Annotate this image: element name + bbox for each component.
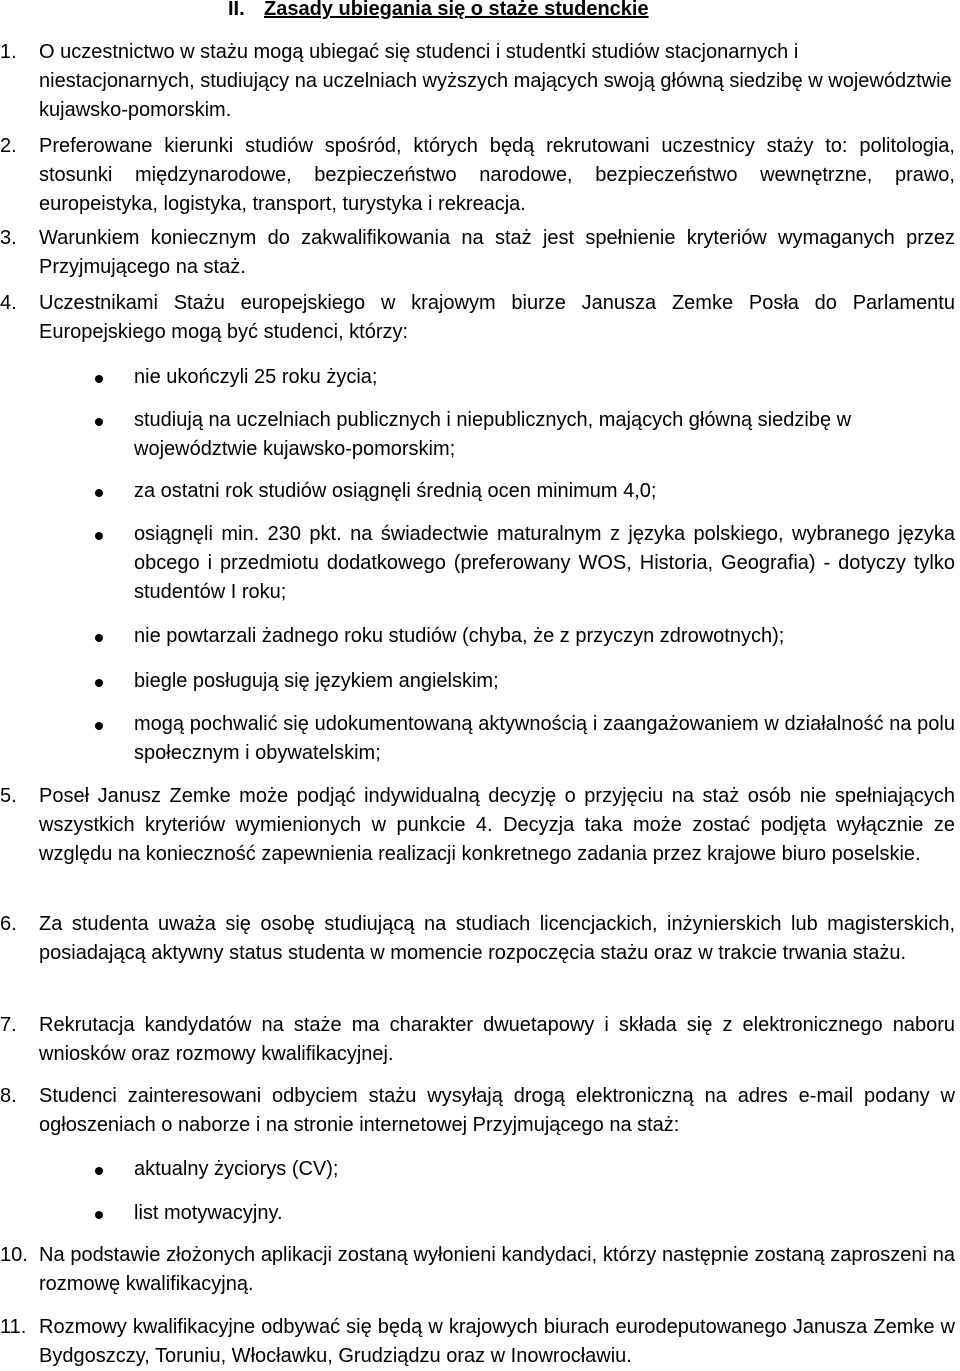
bullet-text: biegle posługują się językiem angielskim; bbox=[134, 670, 499, 692]
bullet-text: za ostatni rok studiów osiągnęli średnią ocen minimum 4,0; bbox=[134, 480, 657, 502]
bullet-text: studiują na uczelniach publicznych i niepublicznych, mających główną siedzibę w województwie kujawsko-pomorskim; bbox=[134, 409, 852, 460]
bullet-item bbox=[0, 1199, 955, 1228]
bullet-text: mogą pochwalić się udokumentowaną aktywnością i zaangażowaniem w działalność na polu społecznym i obywatelskim; bbox=[134, 713, 955, 764]
bullet-icon bbox=[95, 418, 103, 426]
item-number: 11. bbox=[0, 1316, 27, 1338]
item-number: 2. bbox=[0, 135, 17, 157]
bullet-icon bbox=[95, 1211, 103, 1219]
item-text: Na podstawie złożonych aplikacji zostaną wyłonieni kandydaci, którzy następnie zostaną zaproszeni na rozmowę kwalifikacyjną. bbox=[39, 1244, 955, 1295]
item-text: Za studenta uważa się osobę studiującą na studiach licencjackich, inżynierskich lub magisterskich, posiadającą aktywny status studenta w momencie rozpoczęcia stażu oraz w trakcie trwania stażu. bbox=[39, 913, 955, 964]
item-number: 4. bbox=[0, 292, 17, 314]
item-number: 7. bbox=[0, 1014, 17, 1036]
item-text: Rekrutacja kandydatów na staże ma charakter dwuetapowy i składa się z elektronicznego naboru wniosków oraz rozmowy kwalifikacyjnej. bbox=[39, 1014, 955, 1065]
item-number: 6. bbox=[0, 913, 17, 935]
bullet-item bbox=[0, 710, 955, 768]
item-text: Rozmowy kwalifikacyjne odbywać się będą w krajowych biurach eurodeputowanego Janusza Zemke w Bydgoszczy, Toruniu, Włocławku, Grudziądzu oraz w Inowrocławiu. bbox=[39, 1316, 955, 1367]
bullet-item bbox=[0, 520, 955, 607]
section-title: Zasady ubiegania się o staże studenckie bbox=[264, 0, 649, 20]
section-heading bbox=[228, 0, 649, 23]
bullet-item bbox=[0, 406, 955, 464]
item-text: Studenci zainteresowani odbyciem stażu wysyłają drogą elektroniczną na adres e-mail podany w ogłoszeniach o naborze i na stronie internetowej Przyjmującego na staż: bbox=[39, 1085, 955, 1136]
list-item-8 bbox=[0, 1082, 955, 1140]
bullet-text: list motywacyjny. bbox=[134, 1202, 283, 1224]
bullet-icon bbox=[95, 1167, 103, 1175]
item-text: Preferowane kierunki studiów spośród, których będą rekrutowani uczestnicy staży to: politologia, stosunki międzynarodowe, bezpieczeństwo narodowe, bezpieczeństwo wewnętrzne, prawo, europeistyka, logistyka, transport, turystyka i rekreacja. bbox=[39, 135, 955, 215]
list-item-7 bbox=[0, 1011, 955, 1069]
bullet-text: aktualny życiorys (CV); bbox=[134, 1158, 339, 1180]
bullet-icon bbox=[95, 489, 103, 497]
list-item-2 bbox=[0, 132, 955, 219]
bullet-icon bbox=[95, 679, 103, 687]
item-number: 10. bbox=[0, 1244, 28, 1266]
bullet-item bbox=[0, 667, 955, 696]
section-number: II. bbox=[228, 0, 245, 20]
bullet-text: osiągnęli min. 230 pkt. na świadectwie maturalnym z języka polskiego, wybranego języka obcego i przedmiotu dodatkowego (preferowany WOS, Historia, Geografia) - dotyczy tylko studentów I roku; bbox=[134, 523, 955, 603]
bullet-icon bbox=[95, 722, 103, 730]
item-text: Uczestnikami Stażu europejskiego w krajowym biurze Janusza Zemke Posła do Parlamentu Europejskiego mogą być studenci, którzy: bbox=[39, 292, 955, 343]
bullet-text: nie ukończyli 25 roku życia; bbox=[134, 366, 378, 388]
bullet-icon bbox=[95, 634, 103, 642]
list-item-11 bbox=[0, 1313, 955, 1371]
bullet-icon bbox=[95, 532, 103, 540]
item-number: 8. bbox=[0, 1085, 17, 1107]
item-number: 1. bbox=[0, 41, 17, 63]
list-item-4 bbox=[0, 289, 955, 347]
item-number: 3. bbox=[0, 227, 17, 249]
list-item-6 bbox=[0, 910, 955, 968]
item-text: O uczestnictwo w stażu mogą ubiegać się studenci i studentki studiów stacjonarnych i niestacjonarnych, studiujący na uczelniach wyższych mających swoją główną siedzibę w województwie kujawsko-pomorskim. bbox=[39, 41, 952, 121]
bullet-item bbox=[0, 363, 955, 392]
bullet-item bbox=[0, 1155, 955, 1184]
bullet-icon bbox=[95, 375, 103, 383]
list-item-3 bbox=[0, 224, 955, 282]
bullet-item bbox=[0, 477, 955, 506]
list-item-5 bbox=[0, 782, 955, 869]
item-text: Warunkiem koniecznym do zakwalifikowania na staż jest spełnienie kryteriów wymaganych przez Przyjmującego na staż. bbox=[39, 227, 955, 278]
list-item-10 bbox=[0, 1241, 955, 1299]
bullet-item bbox=[0, 622, 955, 651]
item-number: 5. bbox=[0, 785, 17, 807]
list-item-1 bbox=[0, 38, 955, 125]
item-text: Poseł Janusz Zemke może podjąć indywidualną decyzję o przyjęciu na staż osób nie spełniających wszystkich kryteriów wymienionych w punkcie 4. Decyzja taka może zostać podjęta wyłącznie ze względu na konieczność zapewnienia realizacji konkretnego zadania przez krajowe biuro poselskie. bbox=[39, 785, 955, 865]
bullet-text: nie powtarzali żadnego roku studiów (chyba, że z przyczyn zdrowotnych); bbox=[134, 625, 785, 647]
